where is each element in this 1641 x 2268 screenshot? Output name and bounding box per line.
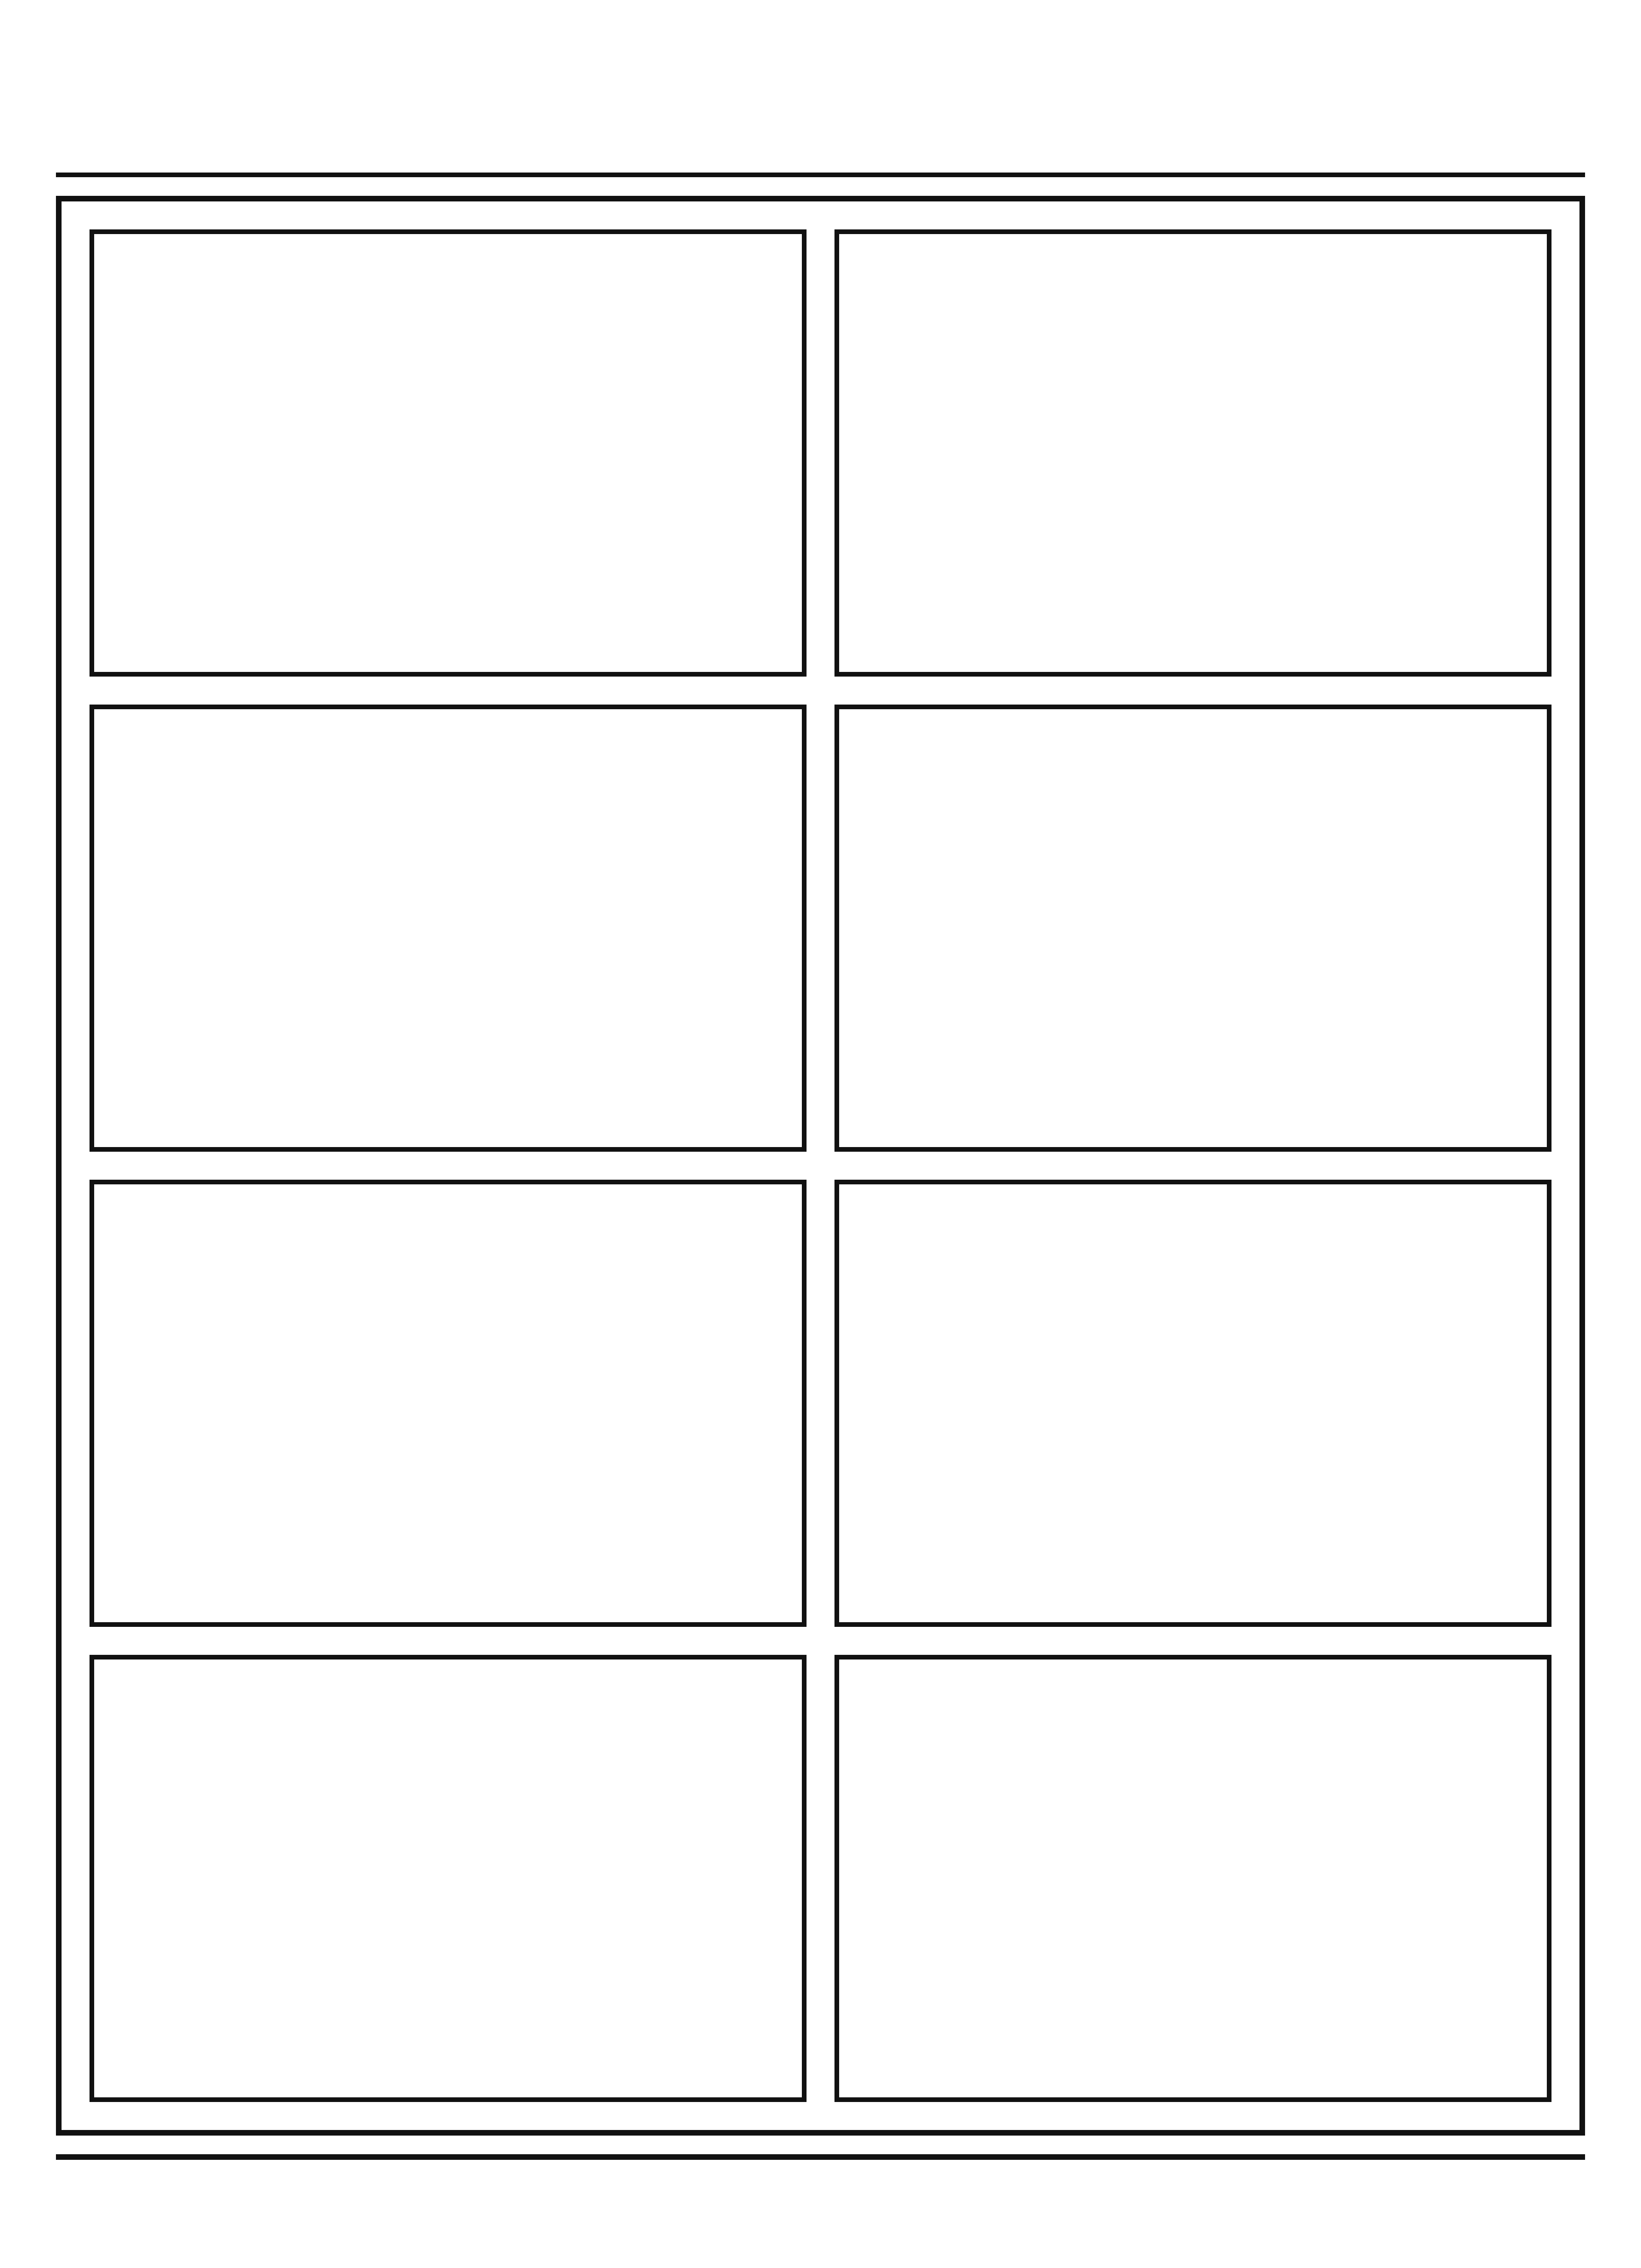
content-block bbox=[90, 1180, 807, 1627]
content-block bbox=[90, 705, 807, 1152]
content-block bbox=[90, 229, 807, 677]
content-block bbox=[90, 1655, 807, 2102]
content-frame bbox=[56, 196, 1585, 2136]
left-column bbox=[90, 229, 807, 2102]
content-block bbox=[834, 1180, 1551, 1627]
content-block bbox=[834, 229, 1551, 677]
page-header bbox=[56, 84, 1585, 177]
footer-rule bbox=[56, 2154, 1585, 2160]
content-block bbox=[834, 1655, 1551, 2102]
right-column bbox=[834, 229, 1551, 2102]
content-block bbox=[834, 705, 1551, 1152]
